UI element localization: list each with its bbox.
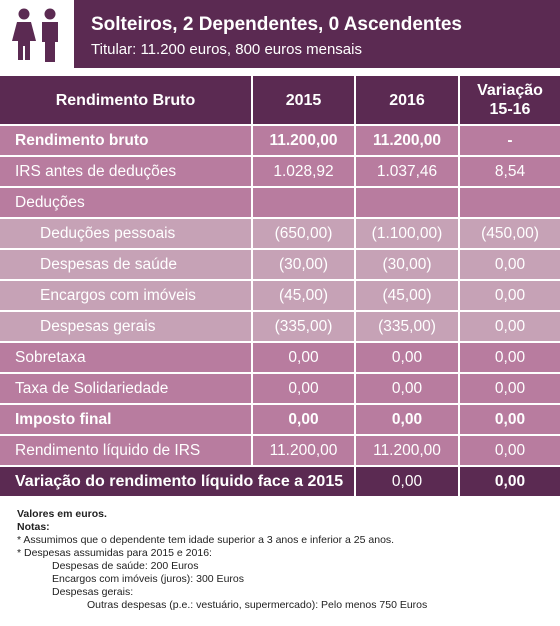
row-label: Despesas de saúde xyxy=(0,250,253,281)
cell-2016: (335,00) xyxy=(356,312,460,343)
table-row xyxy=(0,219,560,250)
cell-2016: 0,00 xyxy=(356,374,460,405)
cell-variacao: 8,54 xyxy=(460,157,560,188)
note-subitem: Despesas de saúde: 200 Euros xyxy=(52,560,199,572)
cell-2016: (30,00) xyxy=(356,250,460,281)
note-subitem: Encargos com imóveis (juros): 300 Euros xyxy=(52,573,244,585)
cell-2016: 0,00 xyxy=(356,405,460,436)
table-row xyxy=(0,281,560,312)
note-subitem: Despesas gerais: xyxy=(52,586,134,598)
note-item: * Despesas assumidas para 2015 e 2016: xyxy=(17,547,212,559)
cell-variacao: 0,00 xyxy=(460,281,560,312)
cell-2015: 11.200,00 xyxy=(253,436,356,467)
row-label: Imposto final xyxy=(0,405,253,436)
cell-2015: 11.200,00 xyxy=(253,126,356,157)
cell-variacao: 0,00 xyxy=(460,343,560,374)
note-subitem: Outras despesas (p.e.: vestuário, supermercado): Pelo menos 750 Euros xyxy=(87,599,428,611)
row-label: Despesas gerais xyxy=(0,312,253,343)
notes-block xyxy=(17,508,427,612)
table-header-row xyxy=(0,76,560,126)
cell-2015: (335,00) xyxy=(253,312,356,343)
note-item: * Assumimos que o dependente tem idade superior a 3 anos e inferior a 25 anos. xyxy=(17,534,395,546)
row-label: IRS antes de deduções xyxy=(0,157,253,188)
row-label: Rendimento bruto xyxy=(0,126,253,157)
cell-2015 xyxy=(253,188,356,219)
row-label: Rendimento líquido de IRS xyxy=(0,436,253,467)
table-row xyxy=(0,343,560,374)
row-label: Taxa de Solidariedade xyxy=(0,374,253,405)
header-2016: 2016 xyxy=(356,76,460,126)
cell-variacao: 0,00 xyxy=(460,374,560,405)
page-title: Solteiros, 2 Dependentes, 0 Ascendentes xyxy=(91,14,462,35)
cell-variacao xyxy=(460,188,560,219)
header-banner xyxy=(0,0,560,68)
table-row xyxy=(0,436,560,467)
cell-2015: 0,00 xyxy=(253,343,356,374)
cell-2016 xyxy=(356,188,460,219)
cell-2016: 0,00 xyxy=(356,467,460,498)
cell-2016: (45,00) xyxy=(356,281,460,312)
table-row xyxy=(0,374,560,405)
header-variacao-line1: Variação xyxy=(477,82,543,99)
row-label: Variação do rendimento líquido face a 2015 xyxy=(0,467,356,498)
cell-2016: 1.037,46 xyxy=(356,157,460,188)
tax-table xyxy=(0,76,560,498)
table-row xyxy=(0,405,560,436)
table-row xyxy=(0,188,560,219)
cell-variacao: 0,00 xyxy=(460,250,560,281)
row-label: Encargos com imóveis xyxy=(0,281,253,312)
cell-variacao: 0,00 xyxy=(460,312,560,343)
row-label: Sobretaxa xyxy=(0,343,253,374)
cell-2015: (45,00) xyxy=(253,281,356,312)
cell-2015: 0,00 xyxy=(253,405,356,436)
cell-2016: 0,00 xyxy=(356,343,460,374)
row-label: Deduções xyxy=(0,188,253,219)
cell-variacao: - xyxy=(460,126,560,157)
table-row xyxy=(0,467,560,498)
table-row xyxy=(0,126,560,157)
cell-2015: (650,00) xyxy=(253,219,356,250)
notes-heading: Notas: xyxy=(17,521,50,533)
woman-and-man-icon xyxy=(6,4,66,64)
cell-variacao: 0,00 xyxy=(460,467,560,498)
cell-variacao: (450,00) xyxy=(460,219,560,250)
header-variacao xyxy=(460,76,560,126)
family-icon-box xyxy=(0,0,74,68)
cell-variacao: 0,00 xyxy=(460,436,560,467)
table-row xyxy=(0,157,560,188)
row-label: Deduções pessoais xyxy=(0,219,253,250)
table-row xyxy=(0,312,560,343)
cell-2015: 1.028,92 xyxy=(253,157,356,188)
cell-2015: 0,00 xyxy=(253,374,356,405)
cell-2015: (30,00) xyxy=(253,250,356,281)
cell-2016: (1.100,00) xyxy=(356,219,460,250)
page-subtitle: Titular: 11.200 euros, 800 euros mensais xyxy=(91,41,362,58)
table-row xyxy=(0,250,560,281)
header-rendimento-bruto: Rendimento Bruto xyxy=(0,76,253,126)
cell-variacao: 0,00 xyxy=(460,405,560,436)
header-variacao-line2: 15-16 xyxy=(489,101,531,118)
notes-units: Valores em euros. xyxy=(17,508,107,520)
cell-2016: 11.200,00 xyxy=(356,126,460,157)
cell-2016: 11.200,00 xyxy=(356,436,460,467)
header-2015: 2015 xyxy=(253,76,356,126)
